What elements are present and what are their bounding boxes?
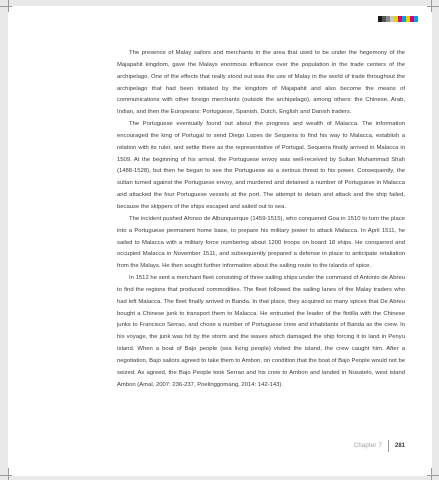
paragraph: In 1512 he sent a merchant fleet consisting of three sailing ships under the command of Antonio de Abreu to find the regions that produced commodities. The fleet followed the sailing lanes of the Malay traders who had left Malacca. The fleet finally arrived in Banda. In that place, they acquired so many spices that De Abreu bought a Chinese junk to transport them to Malacca. He entrusted the leader of the flotilla with the Chinese junks to Francisco Serrao, and chose a number of Portuguese crew and inhabitants of Banda as the crew. In his voyage, the junk was hit by the storm and the waves which damaged the ship forcing it to land in Penyu Island. When a boat of Bajo people (sea living people) visited the island, the crew caught him. After a negotiation, Bajo sailors agreed to take them to Ambon, on condition that the boat of Bajo People would not be seized. As agreed, the Bajo People took Serrao and his crew to Ambon and landed in Nusatelo, west island Ambon (Amal, 2007: 236-237, Poelinggomang, 2014: 142-143). (117, 275, 405, 388)
print-color-bar (378, 16, 418, 22)
paragraph: The incident pushed Afonso de Albunquerque (1459-1515), who conquered Goa in 1510 to turn the place into a Portuguese permanent home base, to prepare his military power to attack Malacca. In April 1511, he sailed to Malacca with a military force numbering about 1200 troops on board 18 ships. He conquered and occupied Malacca in November 1511, and subsequently prepared a defense in place to anticipate retaliation from the Malays. He then sought further information about the sailing route to the islands of spice. (117, 215, 405, 270)
crop-mark-top-left-h (0, 6, 12, 7)
footer-divider (388, 440, 389, 452)
body-text (117, 48, 405, 391)
color-swatch-9 (414, 16, 418, 22)
page-number: 281 (394, 443, 405, 449)
paragraph: The presence of Malay sailors and merchants in the area that used to be under the hegemony of the Majapahit kingdom, gave the Malays enormous influence over the population in the trade centers of the archipelago. One of the effects that really stood out was the use of Malay in the world of trade throughout the archipelago that had been initiated by the kingdom of Majapahit and also become the means of communications with other foreign merchants (outside the archipelago), among others: the Chinese, Arab, Indian, and then the Europeans: Portuguese, Spanish, Dutch, English and Danish traders. (117, 50, 405, 116)
paragraph: The Portuguese eventually found out about the progress and wealth of Malacca. The information encouraged the king of Portugal to send Diego Lopes de Sequeira to find his way to Malacca, establish a relation with its ruler, and settle there as the representative of Portugal. Sequeira finally arrived in Malacca in 1509. At the beginning of his arrival, the Portuguese envoy was well-received by Sultan Muhammad Shah (1488-1528), but then he began to see the Portuguese as a serious threat to his power. Consequently, the sultan turned against the Portuguese envoy, and murdered and detained a number of Portuguese in Malacca and attacked the four Portuguese vessels at the port. The attempt to detain and attack and the ship failed, because the skippers of the ships escaped and sailed out to sea. (117, 121, 405, 210)
page-footer (354, 440, 405, 452)
crop-mark-bottom-left-v (8, 468, 9, 480)
crop-mark-top-right-v (431, 0, 432, 12)
chapter-label: Chapter 7 (353, 443, 382, 449)
crop-mark-top-right-h (427, 6, 439, 7)
crop-mark-bottom-left-h (0, 475, 12, 476)
crop-mark-bottom-right-v (431, 468, 432, 480)
crop-mark-bottom-right-h (427, 475, 439, 476)
crop-mark-top-left-v (8, 0, 9, 12)
